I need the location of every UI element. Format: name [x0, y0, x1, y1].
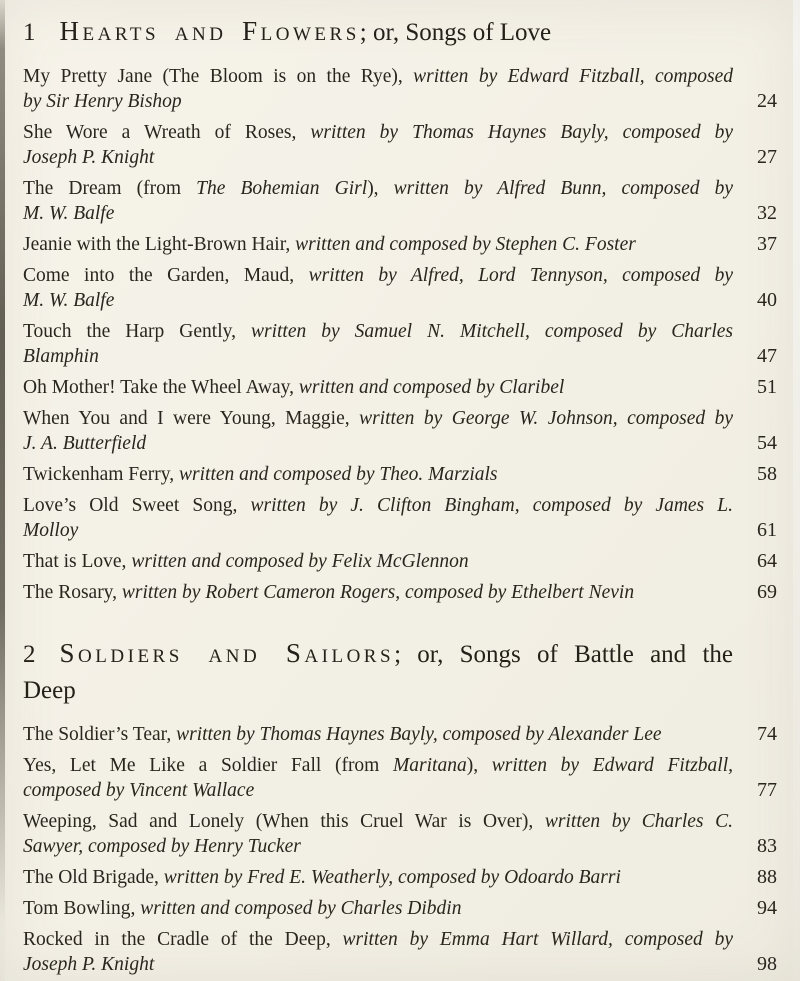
text-run-italic: The Bohemian Girl: [196, 178, 368, 199]
entry-list: [23, 64, 777, 605]
toc-entry: [23, 176, 777, 226]
section-title-smallcaps: Soldiers and Sailors: [59, 638, 395, 668]
text-run-italic: written by Edward Fitzball,: [491, 755, 733, 776]
scan-edge-shadow-left: [0, 0, 5, 981]
heading-line: [23, 13, 777, 51]
text-run-roman: ),: [367, 178, 394, 199]
entry-line: [23, 778, 733, 803]
entry-line: [23, 406, 733, 431]
entry-page-number: 32: [757, 202, 777, 224]
entry-page-number: 64: [757, 550, 777, 572]
text-run-roman: The Soldier’s Tear,: [23, 724, 177, 745]
toc-entry: [23, 263, 777, 313]
entry-line: [23, 201, 733, 226]
text-run-italic: Sawyer, composed by Henry Tucker: [23, 836, 301, 857]
text-run-italic: written by Robert Cameron Rogers, composed by Ethelbert Nevin: [121, 582, 635, 603]
entry-line: [23, 952, 733, 977]
text-run-italic: Molloy: [23, 520, 79, 541]
text-run-roman: Oh Mother! Take the Wheel Away,: [23, 377, 299, 398]
entry-page-number: 40: [757, 289, 777, 311]
entry-text: [23, 927, 777, 977]
toc-entry: [23, 232, 777, 257]
toc-entry: [23, 375, 777, 400]
text-run-roman: The Dream (from: [23, 178, 197, 199]
toc-entry: [23, 927, 777, 977]
section-title-smallcaps: Hearts and Flowers: [59, 16, 360, 46]
toc-entry: [23, 722, 777, 747]
text-run-roman: The Rosary,: [23, 582, 122, 603]
section-heading: [23, 13, 777, 51]
entry-page-number: 54: [757, 432, 777, 454]
text-run-roman: ; or, Songs of Love: [359, 19, 552, 46]
section-number: 1: [23, 19, 36, 46]
entry-page-number: 98: [757, 953, 777, 975]
entry-page-number: 51: [757, 376, 777, 398]
text-run-roman: That is Love,: [23, 551, 132, 572]
toc-entry: [23, 580, 777, 605]
entry-line: [23, 834, 733, 859]
entry-text: [23, 493, 777, 543]
toc-section: [23, 635, 777, 977]
text-run-italic: Maritana: [393, 755, 467, 776]
text-run-roman: Weeping, Sad and Lonely (When this Cruel War is Over),: [23, 811, 545, 832]
entry-line: [23, 753, 733, 778]
text-run-roman: ; or, Songs of Battle and the: [394, 641, 733, 668]
entry-line: [23, 518, 733, 543]
entry-line: [23, 89, 733, 114]
text-run-roman: My Pretty Jane (The Bloom is on the Rye),: [23, 66, 414, 87]
text-run-italic: written by Thomas Haynes Bayly, composed by Alexander Lee: [176, 724, 662, 745]
text-run-roman: The Old Brigade,: [23, 867, 164, 888]
entry-line: [23, 344, 733, 369]
text-run-italic: Blamphin: [23, 346, 99, 367]
text-run-italic: written by George W. Johnson, composed by: [359, 408, 734, 429]
toc-entry: [23, 319, 777, 369]
entry-text: [23, 375, 777, 400]
text-run-italic: composed by Vincent Wallace: [23, 780, 255, 801]
text-run-italic: Joseph P. Knight: [23, 954, 155, 975]
entry-page-number: 37: [757, 233, 777, 255]
entry-line: [23, 145, 733, 170]
text-run-roman: Rocked in the Cradle of the Deep,: [23, 929, 343, 950]
text-run-italic: written and composed by Claribel: [298, 377, 565, 398]
entry-text: [23, 319, 777, 369]
entry-page-number: 83: [757, 835, 777, 857]
entry-page-number: 69: [757, 581, 777, 603]
entry-line: [23, 232, 733, 257]
entry-text: [23, 753, 777, 803]
text-run-roman: Yes, Let Me Like a Soldier Fall (from: [23, 755, 394, 776]
entry-page-number: 24: [757, 90, 777, 112]
text-run-italic: M. W. Balfe: [23, 290, 115, 311]
heading-line: [23, 635, 777, 673]
toc-entry: [23, 809, 777, 859]
text-run-roman: Come into the Garden, Maud,: [23, 265, 309, 286]
entry-line: [23, 865, 733, 890]
text-run-roman: Love’s Old Sweet Song,: [23, 495, 251, 516]
text-run-italic: written and composed by Felix McGlennon: [131, 551, 469, 572]
entry-text: [23, 580, 777, 605]
text-run-italic: written and composed by Theo. Marzials: [179, 464, 498, 485]
toc-entry: [23, 406, 777, 456]
toc-entry: [23, 462, 777, 487]
text-run-roman: Tom Bowling,: [23, 898, 141, 919]
entry-text: [23, 896, 777, 921]
entry-line: [23, 809, 733, 834]
entry-text: [23, 232, 777, 257]
section-heading: [23, 635, 777, 709]
entry-line: [23, 722, 733, 747]
entry-line: [23, 431, 733, 456]
text-run-italic: written by Alfred, Lord Tennyson, composed by: [308, 265, 733, 286]
text-run-italic: by Sir Henry Bishop: [23, 91, 182, 112]
text-run-italic: written by Thomas Haynes Bayly, composed by: [310, 122, 734, 143]
entry-page-number: 61: [757, 519, 777, 541]
entry-page-number: 88: [757, 866, 777, 888]
entry-text: [23, 120, 777, 170]
entry-line: [23, 176, 733, 201]
toc-section: [23, 13, 777, 605]
toc-entry: [23, 549, 777, 574]
toc-entry: [23, 120, 777, 170]
entry-line: [23, 462, 733, 487]
entry-page-number: 27: [757, 146, 777, 168]
text-run-italic: written by Samuel N. Mitchell, composed by Charles: [250, 321, 733, 342]
entry-line: [23, 120, 733, 145]
entry-text: [23, 176, 777, 226]
entry-text: [23, 406, 777, 456]
toc-entry: [23, 753, 777, 803]
entry-text: [23, 64, 777, 114]
text-run-italic: written and composed by Charles Dibdin: [140, 898, 462, 919]
entry-page-number: 58: [757, 463, 777, 485]
entry-text: [23, 722, 777, 747]
entry-line: [23, 64, 733, 89]
text-run-italic: Joseph P. Knight: [23, 147, 155, 168]
text-run-italic: written and composed by Stephen C. Foster: [295, 234, 636, 255]
text-run-roman: When You and I were Young, Maggie,: [23, 408, 360, 429]
entry-page-number: 74: [757, 723, 777, 745]
entry-list: [23, 722, 777, 977]
entry-line: [23, 288, 733, 313]
heading-line: [23, 673, 777, 709]
text-run-italic: written by J. Clifton Bingham, composed by James L.: [250, 495, 733, 516]
entry-text: [23, 865, 777, 890]
entry-page-number: 94: [757, 897, 777, 919]
toc-entry: [23, 64, 777, 114]
text-run-roman: Jeanie with the Light-Brown Hair,: [23, 234, 296, 255]
text-run-roman: Twickenham Ferry,: [23, 464, 180, 485]
text-run-italic: written by Charles C.: [544, 811, 734, 832]
table-of-contents: [23, 13, 777, 977]
entry-line: [23, 319, 733, 344]
text-run-italic: J. A. Butterfield: [23, 433, 147, 454]
text-run-roman: She Wore a Wreath of Roses,: [23, 122, 311, 143]
text-run-italic: written by Fred E. Weatherly, composed by Odoardo Barri: [163, 867, 621, 888]
text-run-roman: Touch the Harp Gently,: [23, 321, 251, 342]
text-run-italic: written by Edward Fitzball, composed: [413, 66, 734, 87]
scan-edge-highlight-right: [793, 0, 800, 981]
text-run-roman: Deep: [23, 677, 76, 704]
toc-entry: [23, 493, 777, 543]
text-run-italic: written by Emma Hart Willard, composed by: [342, 929, 733, 950]
toc-entry: [23, 865, 777, 890]
entry-text: [23, 809, 777, 859]
entry-text: [23, 549, 777, 574]
entry-text: [23, 462, 777, 487]
entry-line: [23, 263, 733, 288]
text-run-italic: written by Alfred Bunn, composed by: [393, 178, 733, 199]
entry-page-number: 77: [757, 779, 777, 801]
entry-line: [23, 375, 733, 400]
entry-line: [23, 927, 733, 952]
entry-line: [23, 896, 733, 921]
text-run-roman: ),: [466, 755, 492, 776]
toc-entry: [23, 896, 777, 921]
entry-page-number: 47: [757, 345, 777, 367]
text-run-italic: M. W. Balfe: [23, 203, 115, 224]
entry-line: [23, 493, 733, 518]
entry-line: [23, 580, 733, 605]
entry-line: [23, 549, 733, 574]
section-number: 2: [23, 641, 36, 668]
entry-text: [23, 263, 777, 313]
